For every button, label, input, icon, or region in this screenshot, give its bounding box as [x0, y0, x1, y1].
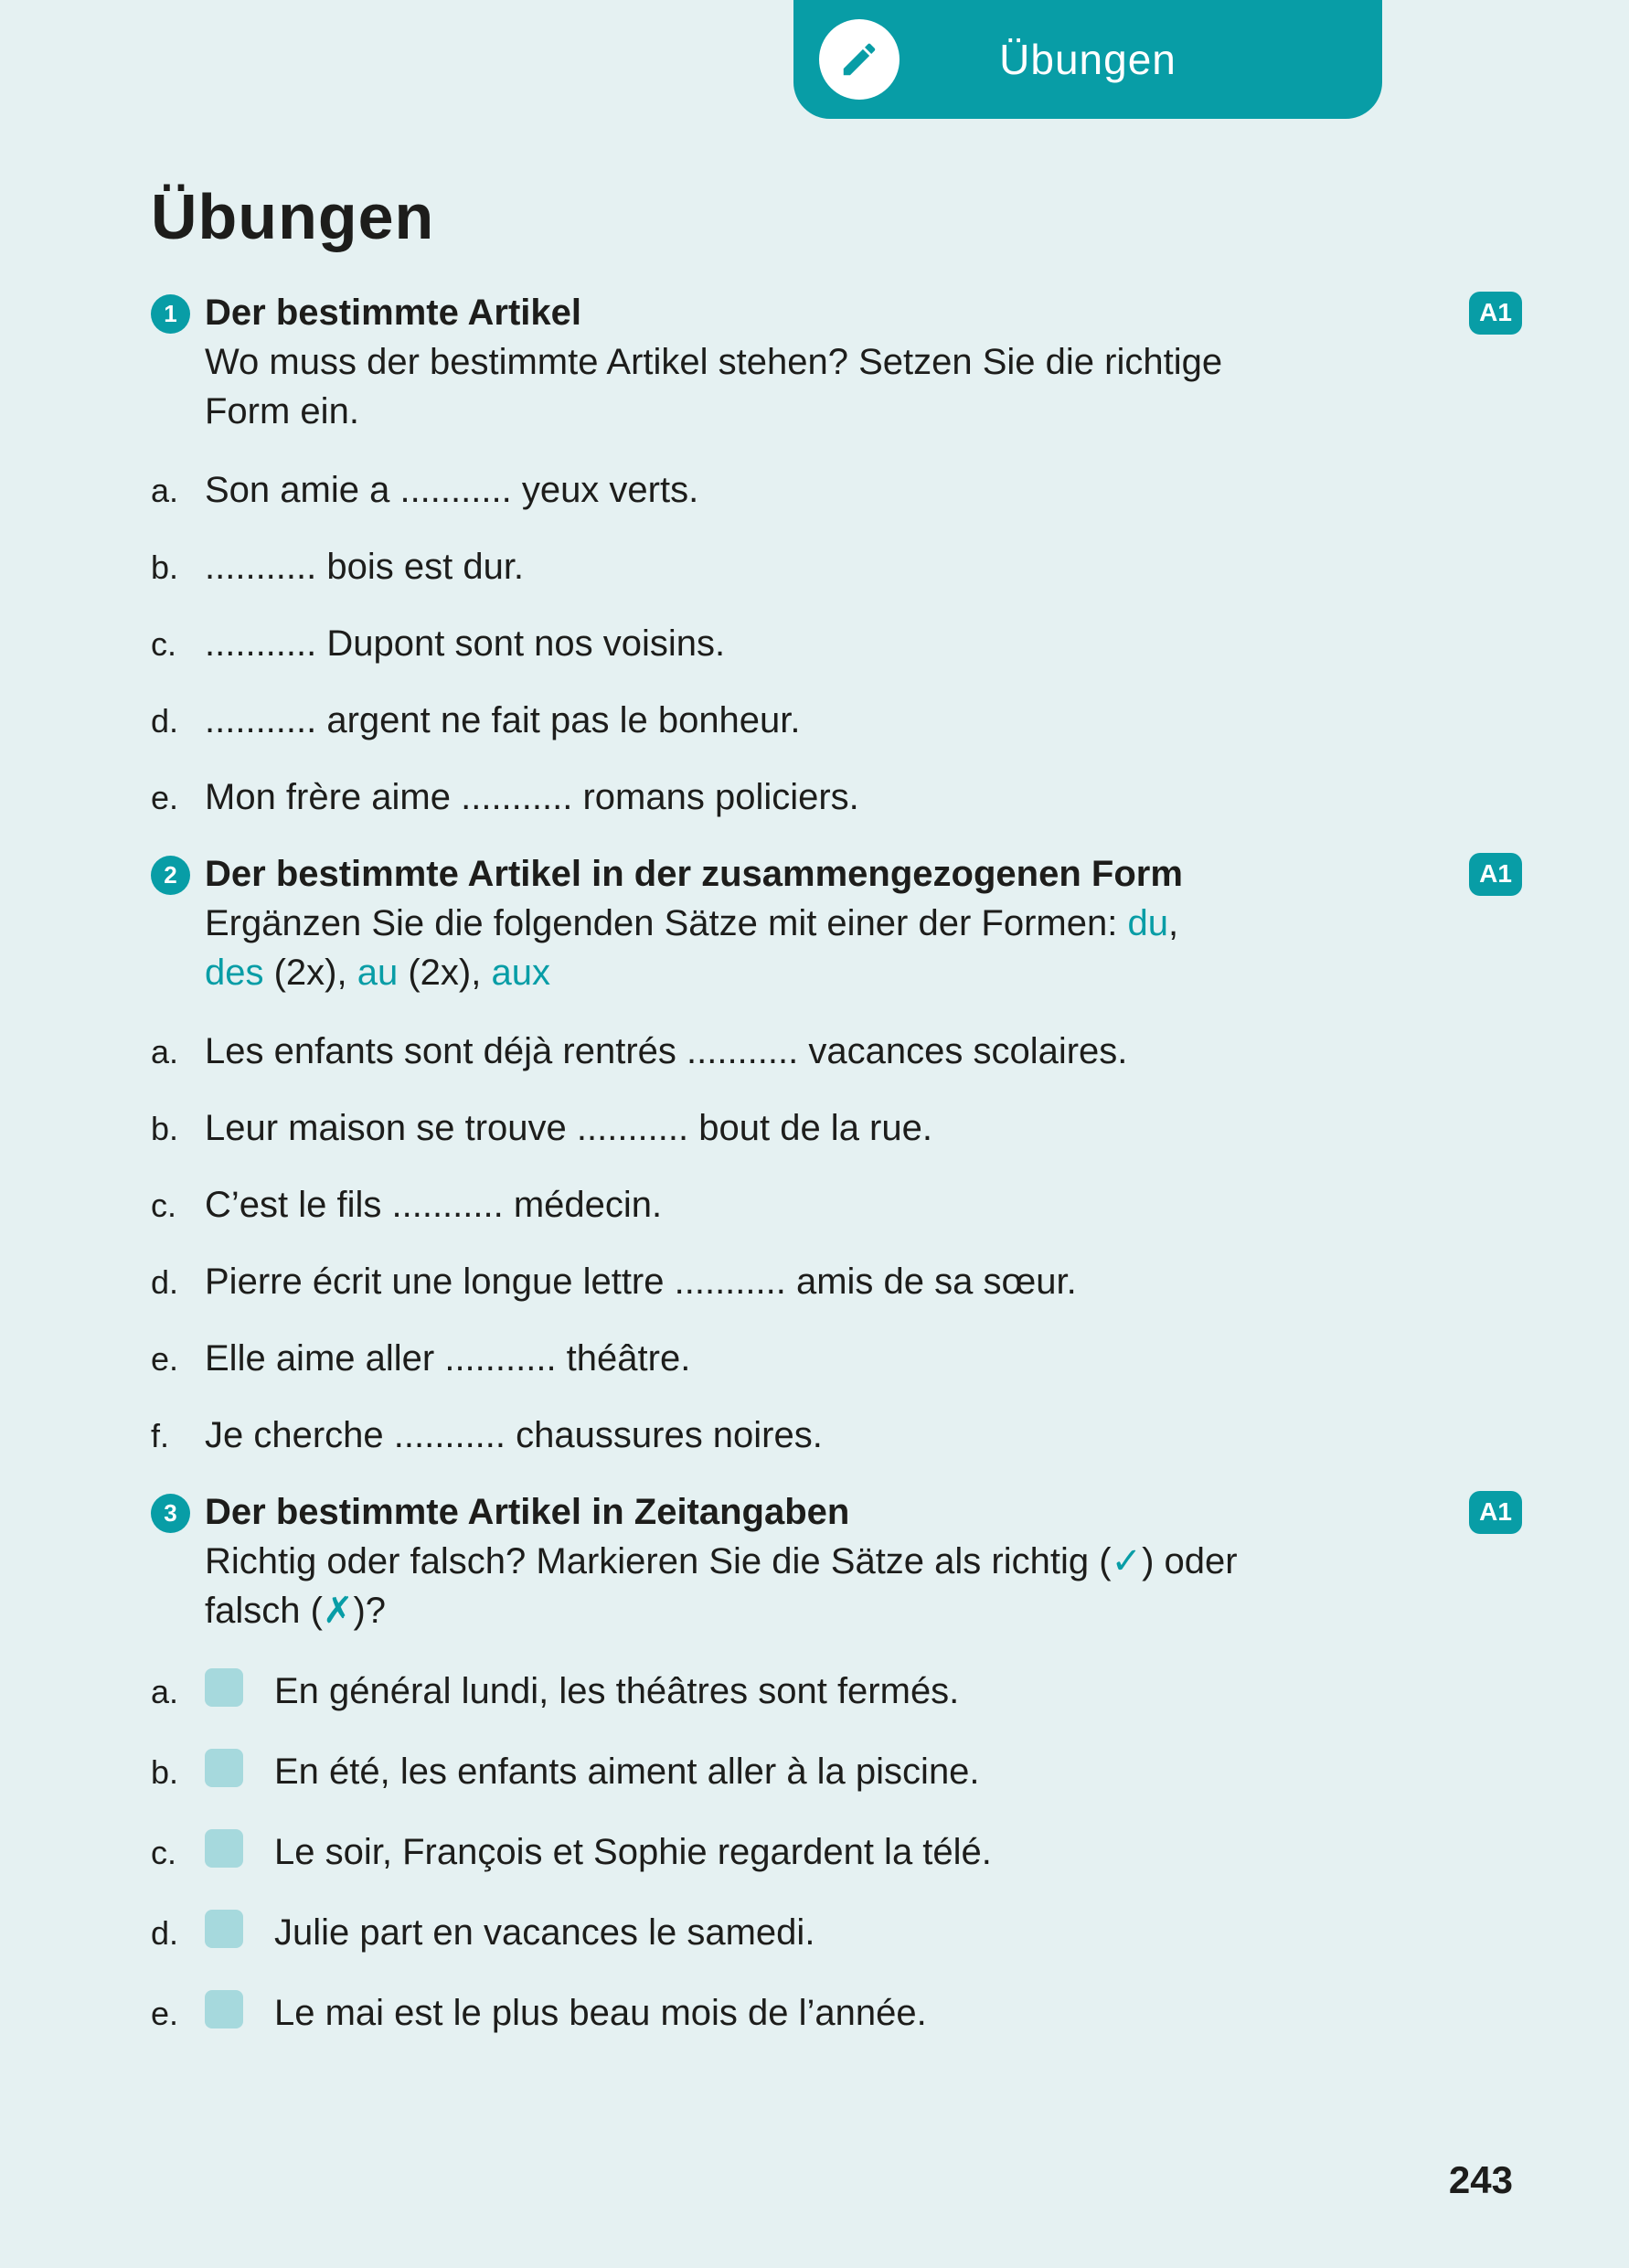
- item-text: C’est le fils ........... médecin.: [205, 1184, 663, 1225]
- item-text: ........... argent ne fait pas le bonheur.: [205, 699, 801, 740]
- exercise-number-badge: 1: [151, 294, 190, 334]
- level-badge: A1: [1469, 292, 1522, 335]
- exercise-item: [151, 1826, 1522, 1877]
- header-tab-label: Übungen: [999, 36, 1176, 83]
- exercise-item: [151, 1745, 1522, 1796]
- exercise-number-badge: 2: [151, 856, 190, 895]
- header-tab: [793, 0, 1382, 119]
- exercise-number-badge: 3: [151, 1494, 190, 1533]
- exercise-item: [151, 1334, 1522, 1383]
- answer-checkbox[interactable]: [205, 1990, 243, 2028]
- item-label: f.: [151, 1416, 170, 1454]
- level-badge: A1: [1469, 853, 1522, 896]
- item-label: d.: [151, 1262, 179, 1301]
- exercise-item: [151, 619, 1522, 668]
- item-label: b.: [151, 1109, 179, 1147]
- answer-checkbox[interactable]: [205, 1829, 243, 1868]
- item-text: Pierre écrit une longue lettre ........... amis de sa sœur.: [205, 1261, 1077, 1302]
- exercise-item: [151, 1027, 1522, 1076]
- page-content: [151, 174, 1522, 2067]
- exercise-item: [151, 1411, 1522, 1460]
- item-text: En été, les enfants aiment aller à la piscine.: [274, 1751, 980, 1792]
- exercise-subtitle: Ergänzen Sie die folgenden Sätze mit einer der Formen: du, des (2x), au (2x), aux: [205, 902, 1179, 993]
- item-text: Leur maison se trouve ........... bout de la rue.: [205, 1107, 932, 1148]
- item-label: a.: [151, 1672, 179, 1710]
- exercise-subtitle: Richtig oder falsch? Markieren Sie die Sätze als richtig (✓) oder falsch (✗)?: [205, 1540, 1238, 1631]
- exercise-item: [151, 772, 1522, 822]
- exercise-item: [151, 1257, 1522, 1306]
- exercise-item: [151, 465, 1522, 515]
- item-text: Mon frère aime ........... romans policiers.: [205, 776, 859, 817]
- level-badge: A1: [1469, 1491, 1522, 1534]
- exercise-subtitle: Wo muss der bestimmte Artikel stehen? Setzen Sie die richtige Form ein.: [205, 341, 1223, 431]
- item-text: Son amie a ........... yeux verts.: [205, 469, 699, 510]
- exercise-3: [151, 1487, 1522, 2038]
- exercise-item: [151, 542, 1522, 591]
- item-text: Le soir, François et Sophie regardent la télé.: [274, 1831, 992, 1872]
- exercise-1: [151, 288, 1522, 822]
- item-label: a.: [151, 1032, 179, 1070]
- item-label: e.: [151, 1339, 179, 1378]
- exercise-2: [151, 849, 1522, 1460]
- exercise-item: [151, 1906, 1522, 1957]
- item-label: e.: [151, 778, 179, 816]
- exercise-item: [151, 1665, 1522, 1716]
- item-text: Les enfants sont déjà rentrés ........... vacances scolaires.: [205, 1030, 1128, 1071]
- page-number: 243: [1448, 2158, 1513, 2201]
- item-text: Julie part en vacances le samedi.: [274, 1911, 815, 1953]
- exercise-item: [151, 1986, 1522, 2038]
- answer-checkbox[interactable]: [205, 1749, 243, 1787]
- item-text: Elle aime aller ........... théâtre.: [205, 1337, 691, 1379]
- item-text: Le mai est le plus beau mois de l’année.: [274, 1992, 927, 2033]
- page-title: Übungen: [151, 181, 435, 252]
- exercise-item: [151, 1103, 1522, 1153]
- exercise-item: [151, 696, 1522, 745]
- item-label: c.: [151, 1186, 177, 1224]
- item-label: b.: [151, 1752, 179, 1791]
- item-text: Je cherche ........... chaussures noires.: [205, 1414, 823, 1455]
- item-label: d.: [151, 1913, 179, 1952]
- item-label: a.: [151, 471, 179, 509]
- exercise-title: Der bestimmte Artikel in der zusammengezogenen Form: [205, 853, 1183, 894]
- item-text: ........... Dupont sont nos voisins.: [205, 623, 726, 664]
- exercise-title: Der bestimmte Artikel in Zeitangaben: [205, 1491, 850, 1532]
- item-label: b.: [151, 548, 179, 586]
- item-label: c.: [151, 624, 177, 663]
- exercise-title: Der bestimmte Artikel: [205, 292, 581, 333]
- item-text: ........... bois est dur.: [205, 546, 525, 587]
- item-text: En général lundi, les théâtres sont fermés.: [274, 1670, 960, 1711]
- item-label: d.: [151, 701, 179, 740]
- item-label: c.: [151, 1833, 177, 1871]
- answer-checkbox[interactable]: [205, 1668, 243, 1707]
- item-label: e.: [151, 1994, 179, 2032]
- answer-checkbox[interactable]: [205, 1910, 243, 1948]
- exercise-item: [151, 1180, 1522, 1230]
